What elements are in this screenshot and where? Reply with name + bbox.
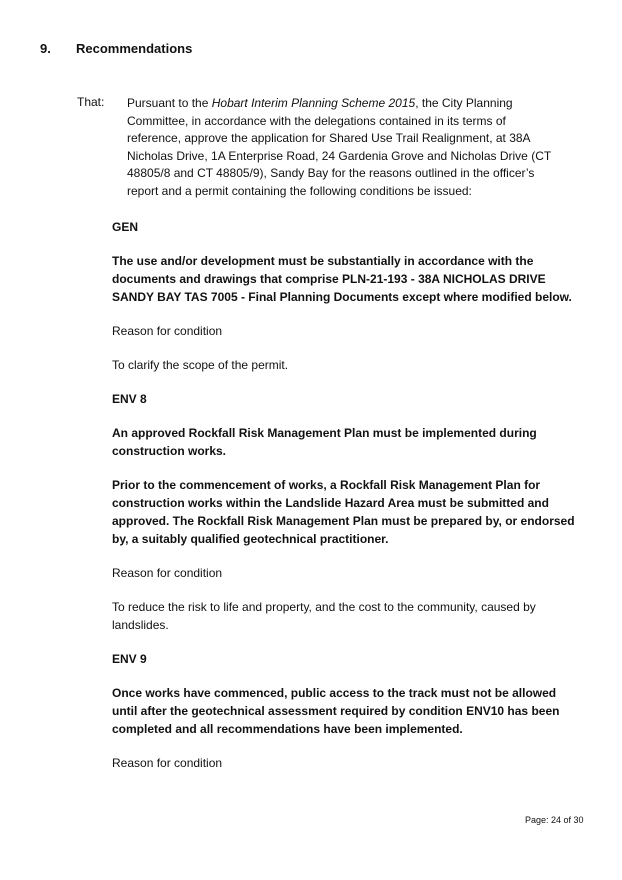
reason-label-env8: Reason for condition	[112, 566, 223, 580]
condition-label-env9: ENV 9	[112, 652, 147, 666]
planning-scheme-name: Hobart Interim Planning Scheme 2015	[211, 96, 416, 110]
conditions-list	[112, 218, 582, 788]
intro-text-pre: Pursuant to the	[127, 96, 212, 110]
section-number: 9.	[40, 41, 51, 56]
condition-text-env8-1: An approved Rockfall Risk Management Plan must be implemented during construction works.	[112, 426, 537, 458]
reason-label-gen: Reason for condition	[112, 324, 223, 338]
condition-text-env8-2: Prior to the commencement of works, a Rockfall Risk Management Plan for construction works within the Landslide Hazard Area must be submitted and approved. The Rockfall Risk Management Plan must be prepared by, or endorsed by, a suitably qualified geotechnical practitioner.	[112, 478, 575, 546]
section-title: Recommendations	[76, 41, 193, 56]
condition-text-gen: The use and/or development must be substantially in accordance with the documents and drawings that comprise PLN-21-193 - 38A NICHOLAS DRIVE SANDY BAY TAS 7005 - Final Planning Documents except where modified below.	[112, 254, 572, 304]
resolution-intro	[127, 95, 552, 200]
condition-text-env9: Once works have commenced, public access to the track must not be allowed until after the geotechnical assessment required by condition ENV10 has been completed and all recommendations have been implemented.	[112, 686, 560, 736]
that-label: That:	[77, 95, 105, 109]
reason-text-env8: To reduce the risk to life and property, and the cost to the community, caused by landslides.	[112, 600, 536, 632]
intro-text-post: , the City Planning Committee, in accordance with the delegations contained in its terms of reference, approve the application for Shared Use Trail Realignment, at 38A Nicholas Drive, 1A Enterprise Road, 24 Gardenia Grove and Nicholas Drive (CT 48805/8 and CT 48805/9), Sandy Bay for the reasons outlined in the officer’s report and a permit containing the following conditions be issued:	[127, 96, 551, 198]
page-number: Page: 24 of 30	[525, 815, 584, 825]
reason-text-gen: To clarify the scope of the permit.	[112, 358, 289, 372]
condition-label-env8: ENV 8	[112, 392, 147, 406]
reason-label-env9: Reason for condition	[112, 756, 223, 770]
condition-label-gen: GEN	[112, 220, 139, 234]
